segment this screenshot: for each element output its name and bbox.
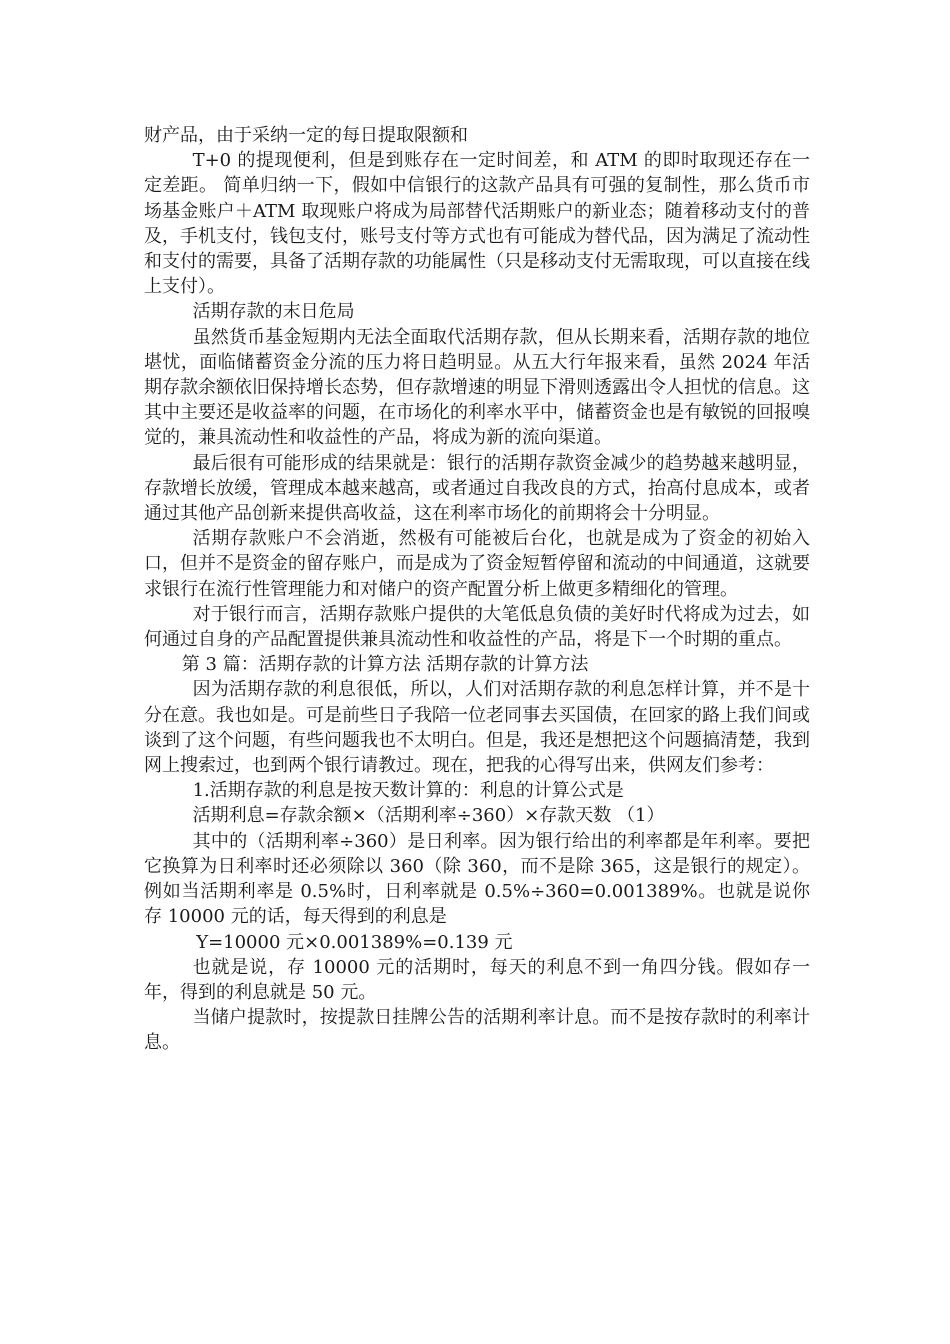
paragraph-7: 因为活期存款的利息很低，所以，人们对活期存款的利息怎样计算，并不是十分在意。我也如是。可是前些日子我陪一位老同事去买国债，在回家的路上我们间或谈到了这个问题，有些问题我也不太明白。但是，我还是想把这个问题搞清楚，我到网上搜索过，也到两个银行请教过。现在，把我的心得写出来，供网友们参考： <box>144 679 810 777</box>
formula-example: Y=10000 元×0.001389%=0.139 元 <box>196 931 513 953</box>
paragraph-4: 最后很有可能形成的结果就是：银行的活期存款资金减少的趋势越来越明显，存款增长放缓，管理成本越来越高，或者通过自我改良的方式，抬高付息成本，或者通过其他产品创新来提供高收益，这在利率市场化的前期将会十分明显。 <box>144 452 810 525</box>
section-heading: 活期存款的末日危局 <box>192 301 355 323</box>
paragraph-2: T+0 的提现便利，但是到账存在一定时间差，和 ATM 的即时取现还存在一定差距。 简单归纳一下，假如中信银行的这款产品具有可强的复制性，那么货币市场基金账户＋ATM 取现账户将成为局部替代活期账户的新业态；随着移动支付的普及，手机支付，钱包支付，账号支付等方式也有可能成为替代品，因为满足了流动性和支付的需要，具备了活期存款的功能属性（只是移动支付无需取现，可以直接在线上支付）。 <box>144 150 810 298</box>
paragraph-5: 活期存款账户不会消逝，然极有可能被后台化，也就是成为了资金的初始入口，但并不是资金的留存账户，而是成为了资金短暂停留和流动的中间通道，这就要求银行在流行性管理能力和对储户的资产配置分析上做更多精细化的管理。 <box>144 528 810 600</box>
chapter-heading: 第 3 篇：活期存款的计算方法 活期存款的计算方法 <box>181 654 589 676</box>
paragraph-10: 也就是说，存 10000 元的活期时，每天的利息不到一角四分钱。假如存一年，得到的利息就是 50 元。 <box>144 956 810 1003</box>
paragraph-11: 当储户提款时，按提款日挂牌公告的活期利率计息。而不是按存款时的利率计息。 <box>144 1007 810 1054</box>
formula-interest: 活期利息=存款余额×（活期利率÷360）×存款天数 （1） <box>192 805 665 827</box>
paragraph-8: 1.活期存款的利息是按天数计算的：利息的计算公式是 <box>192 780 624 802</box>
paragraph-6: 对于银行而言，活期存款账户提供的大笔低息负债的美好时代将成为过去，如何通过自身的产品配置提供兼具流动性和收益性的产品，将是下一个时期的重点。 <box>144 603 810 651</box>
paragraph-3: 虽然货币基金短期内无法全面取代活期存款，但从长期来看，活期存款的地位堪忧，面临储蓄资金分流的压力将日趋明显。从五大行年报来看，虽然 2024 年活期存款余额依旧保持增长态势，但存款增速的明显下滑则透露出令人担忧的信息。这其中主要还是收益率的问题，在市场化的利率水平中，储蓄资金也是有敏锐的回报嗅觉的，兼具流动性和收益性的产品，将成为新的流向渠道。 <box>144 326 810 449</box>
document-page <box>144 123 810 1056</box>
paragraph-9: 其中的（活期利率÷360）是日利率。因为银行给出的利率都是年利率。要把它换算为日利率时还必须除以 360（除 360，而不是除 365，这是银行的规定）。例如当活期利率是 0.5%时，日利率就是 0.5%÷360=0.001389%。也就是说你存 10000 元的话，每天得到的利息是 <box>144 830 810 928</box>
paragraph-1: 财产品，由于采纳一定的每日提取限额和 <box>144 125 468 146</box>
